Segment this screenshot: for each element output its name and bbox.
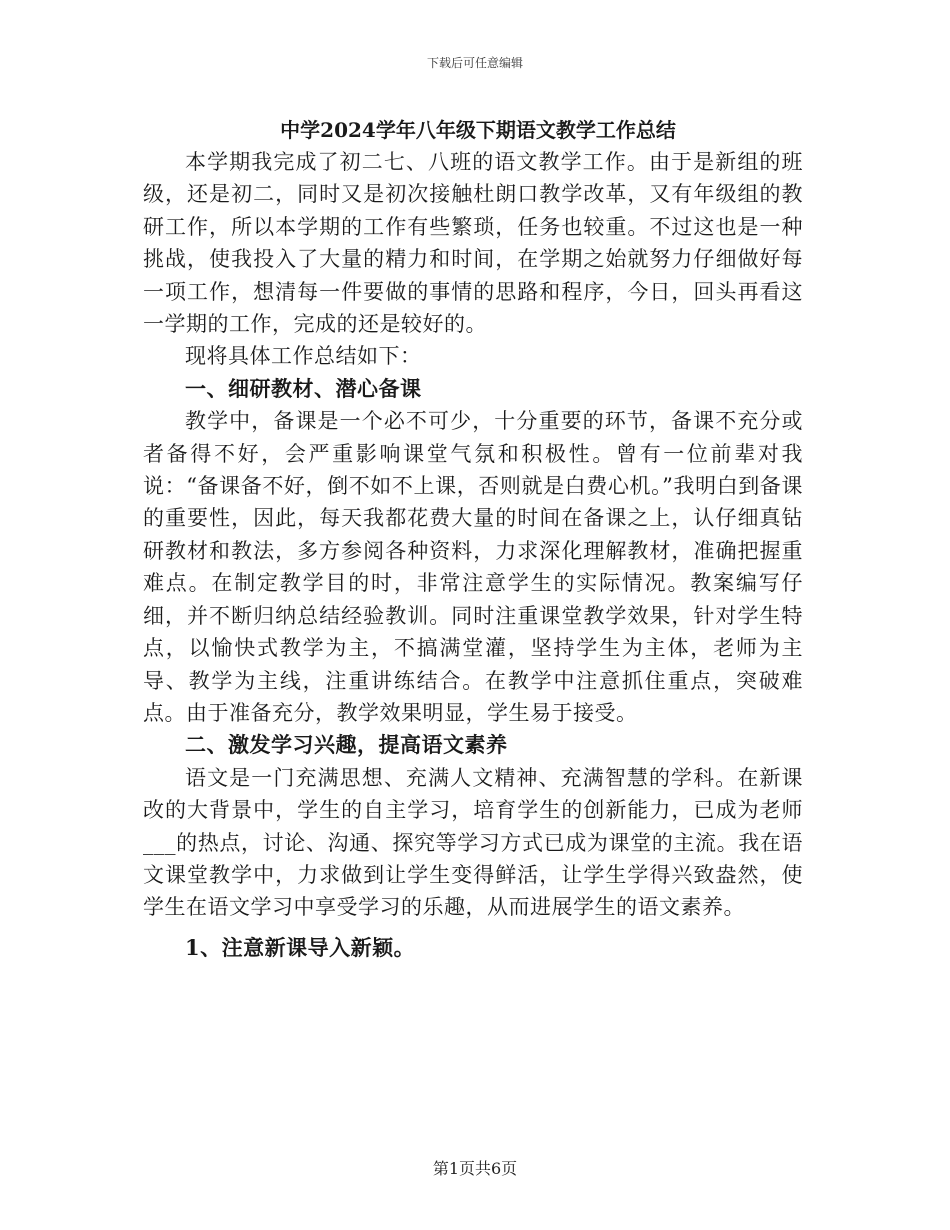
section-heading-1: 一、细研教材、潜心备课	[185, 375, 422, 401]
section-2-paragraph: 语文是一门充满思想、充满人文精神、充满智慧的学科。在新课改的大背景中，学生的自主学习，培育学生的创新能力，已成为老师___的热点，讨论、沟通、探究等学习方式已成为课堂的主流。我在语文课堂教学中，力求做到让学生变得鲜活，让学生学得兴致盎然，使学生在语文学习中享受学习的乐趣，从而进展学生的语文素养。	[143, 765, 803, 920]
section-1-paragraph: 教学中，备课是一个必不可少，十分重要的环节，备课不充分或者备得不好，会严重影响课堂气氛和积极性。曾有一位前辈对我说：“备课备不好，倒不如不上课，否则就是白费心机。”我明白到备课的重要性，因此，每天我都花费大量的时间在备课之上，认仔细真钻研教材和教法，多方参阅各种资料，力求深化理解教材，准确把握重难点。在制定教学目的时，非常注意学生的实际情况。教案编写仔细，并不断归纳总结经验教训。同时注重课堂教学效果，针对学生特点，以愉快式教学为主，不搞满堂灌，坚持学生为主体，老师为主导、教学为主线，注重讲练结合。在教学中注意抓住重点，突破难点。由于准备充分，教学效果明显，学生易于接受。	[143, 409, 803, 725]
page-header-note: 下载后可任意编辑	[426, 56, 523, 70]
document-body	[143, 114, 803, 964]
document-title: 中学2024学年八年级下期语文教学工作总结	[280, 118, 676, 142]
intro-paragraph: 本学期我完成了初二七、八班的语文教学工作。由于是新组的班级，还是初二，同时又是初次接触杜朗口教学改革，又有年级组的教研工作，所以本学期的工作有些繁琐，任务也较重。不过这也是一种挑战，使我投入了大量的精力和时间，在学期之始就努力仔细做好每一项工作，想清每一件要做的事情的思路和程序，今日，回头再看这一学期的工作，完成的还是较好的。	[143, 150, 803, 337]
subsection-heading-2-1: 1、注意新课导入新颖。	[185, 934, 416, 960]
summary-lead-paragraph: 现将具体工作总结如下：	[185, 344, 422, 369]
page-number: 第1页共6页	[432, 1159, 518, 1178]
section-heading-2: 二、激发学习兴趣，提高语文素养	[185, 732, 508, 758]
